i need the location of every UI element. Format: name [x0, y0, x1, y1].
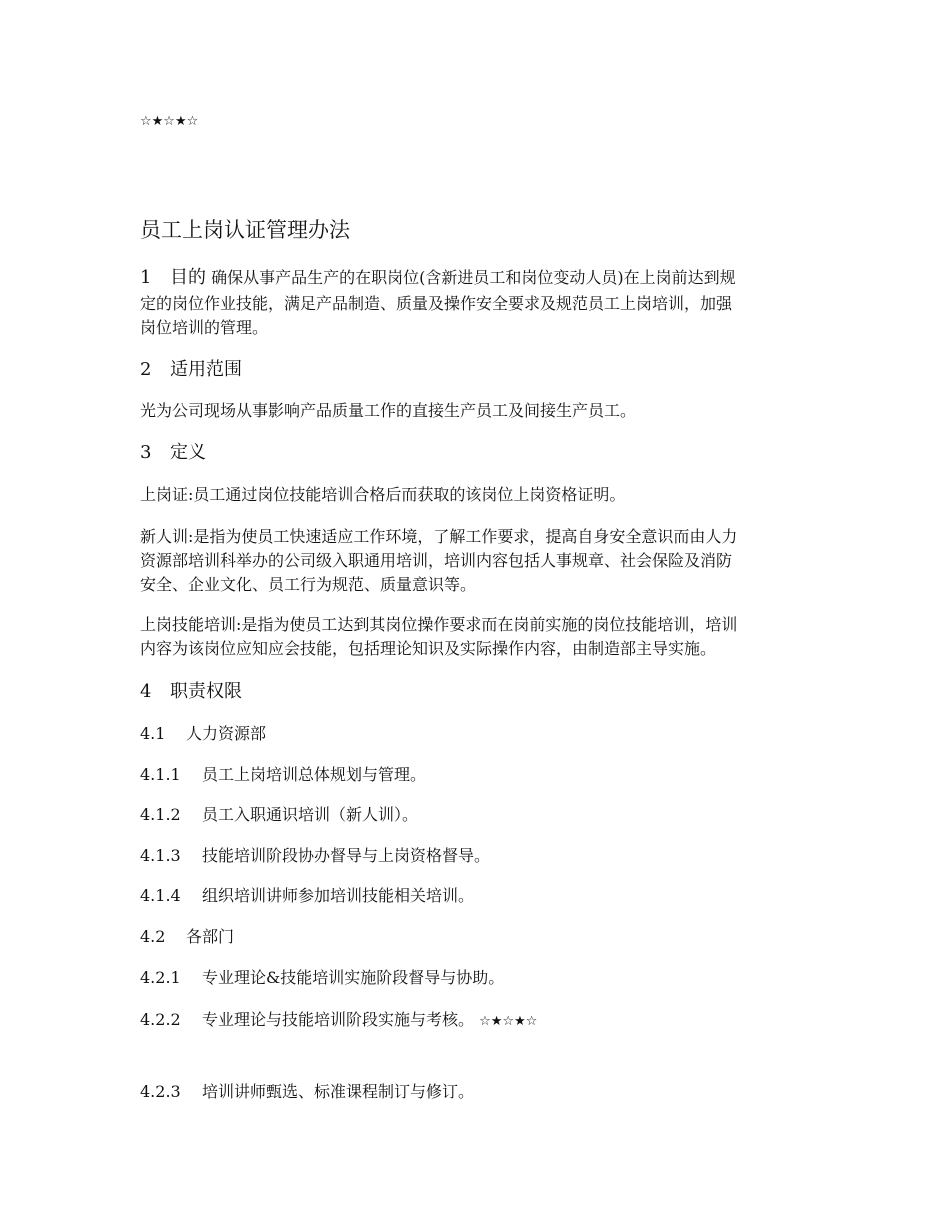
section-4-number: 4	[140, 681, 152, 702]
item-number: 4.2.2	[140, 1010, 181, 1029]
definition-skill-training-line1: 上岗技能培训:是指为使员工达到其岗位操作要求而在岗前实施的岗位技能培训，培训	[140, 615, 738, 634]
item-text: 技能培训阶段协办督导与上岗资格督导。	[202, 846, 491, 865]
section-1-text-line2: 定的岗位作业技能，满足产品制造、质量及操作安全要求及规范员工上岗培训，加强	[140, 294, 733, 313]
section-3-heading-line	[140, 441, 206, 465]
item-number: 4.1.1	[140, 765, 181, 784]
item-number: 4.1.3	[140, 846, 181, 865]
list-item	[140, 765, 426, 785]
definition-xinrenxun-line2: 资源部培训科举办的公司级入职通用培训，培训内容包括人事规章、社会保险及消防	[140, 551, 733, 570]
subsection-4-1	[140, 724, 266, 744]
item-text: 员工入职通识培训（新人训）。	[202, 805, 419, 824]
list-item	[140, 846, 490, 866]
list-item	[140, 886, 474, 906]
item-number: 4.2.3	[140, 1082, 181, 1101]
item-text: 员工上岗培训总体规划与管理。	[202, 765, 427, 784]
section-1-first-line	[140, 268, 736, 288]
subsection-4-1-number: 4.1	[140, 724, 166, 743]
section-1-number: 1	[140, 267, 152, 288]
definition-skill-training-line2: 内容为该岗位应知应会技能，包括理论知识及实际操作内容，由制造部主导实施。	[140, 639, 717, 658]
section-2-number: 2	[140, 359, 152, 380]
header-star-marks: ☆★☆★☆	[140, 114, 199, 129]
section-1-text-line3: 岗位培训的管理。	[140, 318, 269, 337]
section-1-text-line1: 确保从事产品生产的在职岗位(含新进员工和岗位变动人员)在上岗前达到规	[211, 268, 736, 287]
section-3-heading: 定义	[170, 442, 206, 463]
list-item	[140, 968, 504, 988]
inline-star-marks: ☆★☆★☆	[479, 1014, 538, 1029]
item-number: 4.1.2	[140, 805, 181, 824]
item-number: 4.1.4	[140, 886, 181, 905]
section-1-heading: 目的	[170, 267, 206, 288]
document-title: 员工上岗认证管理办法	[140, 218, 350, 242]
list-item	[140, 1010, 537, 1032]
list-item	[140, 1082, 474, 1102]
list-item	[140, 805, 418, 825]
definition-xinrenxun-line3: 安全、企业文化、员工行为规范、质量意识等。	[140, 575, 477, 594]
section-4-heading-line	[140, 680, 242, 704]
item-text: 专业理论与技能培训阶段实施与考核。	[202, 1010, 475, 1029]
definition-xinrenxun-line1: 新人训:是指为使员工快速适应工作环境，了解工作要求，提高自身安全意识而由人力	[140, 527, 738, 546]
subsection-4-2-number: 4.2	[140, 927, 166, 946]
subsection-4-2-label: 各部门	[186, 927, 235, 946]
section-4-heading: 职责权限	[170, 681, 242, 702]
item-number: 4.2.1	[140, 968, 181, 987]
item-text: 培训讲师甄选、标准课程制订与修订。	[202, 1082, 475, 1101]
definition-shanggangzheng: 上岗证:员工通过岗位技能培训合格后而获取的该岗位上岗资格证明。	[140, 485, 626, 504]
section-2-heading-line	[140, 358, 242, 382]
item-text: 组织培训讲师参加培训技能相关培训。	[202, 886, 475, 905]
item-text: 专业理论&技能培训实施阶段督导与协助。	[202, 968, 505, 987]
section-2-heading: 适用范围	[170, 359, 242, 380]
subsection-4-1-label: 人力资源部	[186, 724, 267, 743]
section-3-number: 3	[140, 442, 152, 463]
section-2-text: 光为公司现场从事影响产品质量工作的直接生产员工及间接生产员工。	[140, 401, 637, 420]
subsection-4-2	[140, 927, 234, 947]
